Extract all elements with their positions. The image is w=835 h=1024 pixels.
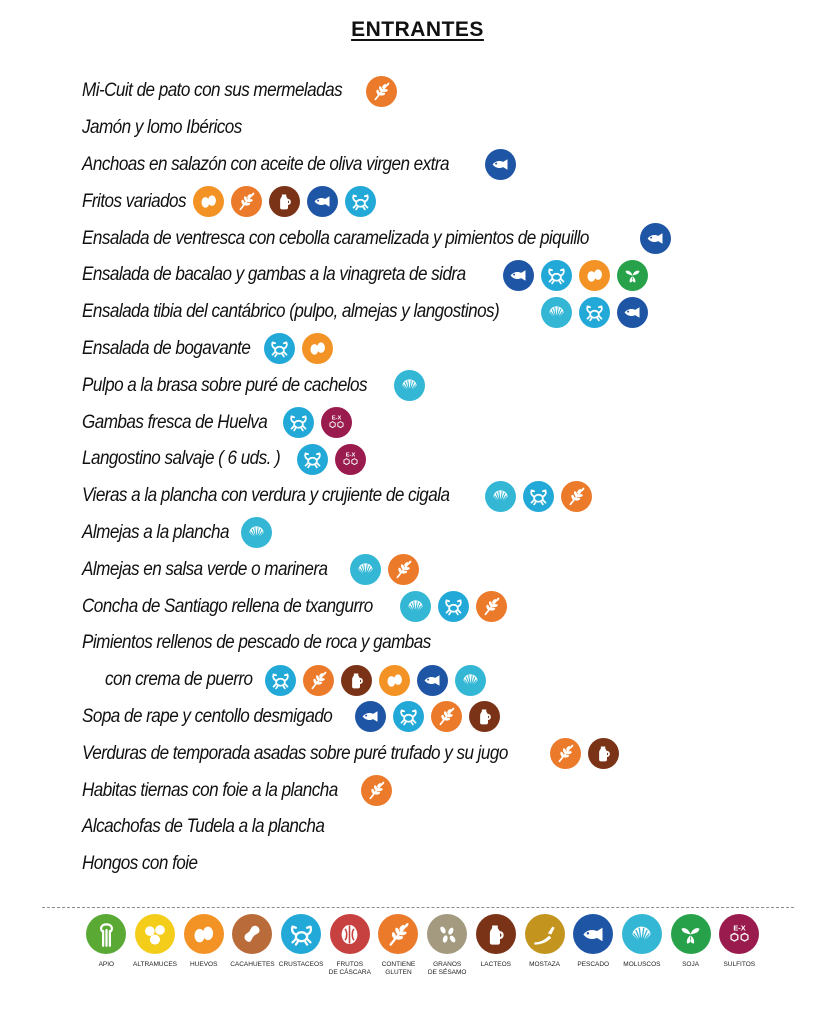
allergen-icons — [283, 407, 359, 438]
menu-item — [82, 110, 822, 147]
divider — [42, 907, 794, 908]
dish-name: Habitas tiernas con foie a la plancha — [82, 779, 338, 801]
allergen-icons — [297, 444, 373, 475]
menu-item — [82, 147, 822, 184]
allergen-icons — [264, 333, 340, 364]
dish-name: Ensalada tibia del cantábrico (pulpo, almejas y langostinos) — [82, 301, 500, 323]
legend-label: CRUSTACEOS — [278, 961, 324, 968]
menu-item — [82, 404, 822, 441]
legend-item-altramuces — [131, 914, 180, 976]
gluten-icon — [431, 701, 462, 732]
soja-icon — [671, 914, 711, 954]
dish-name: Verduras de temporada asadas sobre puré trufado y su jugo — [82, 742, 508, 764]
legend-label: SOJA — [682, 961, 700, 968]
pescado-icon — [355, 701, 386, 732]
dish-name: Pimientos rellenos de pescado de roca y gambas — [82, 632, 431, 654]
menu-item — [82, 73, 822, 110]
dish-name: Jamón y lomo Ibéricos — [82, 117, 242, 139]
dish-name: Gambas fresca de Huelva — [82, 411, 268, 433]
legend-label: GRANOS DE SÉSAMO — [427, 961, 467, 976]
crustaceos-icon — [345, 186, 376, 217]
menu-item — [82, 220, 822, 257]
dish-name: Hongos con foie — [82, 853, 198, 875]
legend-item-mostaza — [520, 914, 569, 976]
allergen-icons — [366, 76, 404, 107]
legend-label: SULFITOS — [723, 961, 756, 968]
altramuces-icon — [135, 914, 175, 954]
gluten-icon — [561, 481, 592, 512]
pescado-icon — [640, 223, 671, 254]
legend-item-apio — [82, 914, 131, 976]
sulfitos-icon — [335, 444, 366, 475]
legend-item-crustaceos — [277, 914, 326, 976]
legend-item-cacahuetes — [228, 914, 277, 976]
legend-label: CONTIENE GLUTEN — [381, 961, 416, 976]
gluten-icon — [303, 665, 334, 696]
crustaceos-icon — [523, 481, 554, 512]
menu-item — [82, 588, 822, 625]
allergen-legend — [82, 914, 764, 976]
legend-item-sulfitos — [715, 914, 764, 976]
legend-label: FRUTOS DE CÁSCARA — [328, 961, 371, 976]
pescado-icon — [573, 914, 613, 954]
dish-name: Almejas a la plancha — [82, 521, 229, 543]
moluscos-icon — [622, 914, 662, 954]
lacteos-icon — [341, 665, 372, 696]
allergen-icons — [361, 775, 399, 806]
huevos-icon — [379, 665, 410, 696]
huevos-icon — [302, 333, 333, 364]
menu-list — [82, 73, 822, 883]
pescado-icon — [417, 665, 448, 696]
menu-item — [82, 257, 822, 294]
allergen-icons — [541, 297, 655, 328]
allergen-icons — [640, 223, 678, 254]
dish-name: Anchoas en salazón con aceite de oliva virgen extra — [82, 153, 449, 175]
dish-name: Vieras a la plancha con verdura y crujiente de cigala — [82, 485, 450, 507]
allergen-icons — [550, 738, 626, 769]
allergen-icons — [400, 591, 514, 622]
menu-item — [82, 367, 822, 404]
sulfitos-icon — [719, 914, 759, 954]
allergen-icons — [485, 149, 523, 180]
svg-text:E-X: E-X — [346, 452, 356, 459]
crustaceos-icon — [393, 701, 424, 732]
dish-name: Fritos variados — [82, 190, 187, 212]
moluscos-icon — [485, 481, 516, 512]
legend-label: HUEVOS — [189, 961, 218, 968]
pescado-icon — [307, 186, 338, 217]
svg-text:E-X: E-X — [331, 415, 342, 422]
menu-item — [82, 735, 822, 772]
sulfitos-icon — [321, 407, 352, 438]
lacteos-icon — [269, 186, 300, 217]
allergen-icons — [355, 701, 507, 732]
legend-label: MOSTAZA — [529, 961, 560, 968]
moluscos-icon — [394, 370, 425, 401]
allergen-icons — [485, 481, 599, 512]
menu-item — [82, 846, 822, 883]
gluten-icon — [231, 186, 262, 217]
menu-item — [82, 183, 822, 220]
legend-item-pescado — [569, 914, 618, 976]
gluten-icon — [388, 554, 419, 585]
crustaceos-icon — [438, 591, 469, 622]
allergen-icons — [241, 517, 279, 548]
menu-item — [82, 809, 822, 846]
crustaceos-icon — [541, 260, 572, 291]
crustaceos-icon — [297, 444, 328, 475]
legend-item-gluten — [374, 914, 423, 976]
sesamo-icon — [427, 914, 467, 954]
frutos-icon — [330, 914, 370, 954]
allergen-icons — [265, 665, 493, 696]
menu-item — [82, 331, 822, 368]
huevos-icon — [579, 260, 610, 291]
lacteos-icon — [476, 914, 516, 954]
moluscos-icon — [400, 591, 431, 622]
menu-item — [82, 478, 822, 515]
menu-item — [82, 441, 822, 478]
moluscos-icon — [241, 517, 272, 548]
svg-text:E-X: E-X — [733, 923, 746, 933]
gluten-icon — [550, 738, 581, 769]
apio-icon — [86, 914, 126, 954]
menu-item — [82, 699, 822, 736]
legend-item-moluscos — [618, 914, 667, 976]
legend-item-lacteos — [472, 914, 521, 976]
crustaceos-icon — [265, 665, 296, 696]
allergen-icons — [503, 260, 655, 291]
legend-item-sesamo — [423, 914, 472, 976]
menu-item — [82, 294, 822, 331]
gluten-icon — [361, 775, 392, 806]
legend-item-frutos — [325, 914, 374, 976]
dish-name: Almejas en salsa verde o marinera — [82, 558, 328, 580]
pescado-icon — [485, 149, 516, 180]
menu-item — [82, 772, 822, 809]
cacahuetes-icon — [232, 914, 272, 954]
soja-icon — [617, 260, 648, 291]
mostaza-icon — [525, 914, 565, 954]
menu-item — [82, 515, 822, 552]
dish-name: Pulpo a la brasa sobre puré de cachelos — [82, 374, 368, 396]
legend-label: PESCADO — [577, 961, 610, 968]
menu-item — [82, 551, 822, 588]
moluscos-icon — [350, 554, 381, 585]
pescado-icon — [503, 260, 534, 291]
dish-name: Sopa de rape y centollo desmigado — [82, 705, 333, 727]
moluscos-icon — [541, 297, 572, 328]
legend-label: MOLUSCOS — [623, 961, 661, 968]
huevos-icon — [184, 914, 224, 954]
dish-name: Ensalada de ventresca con cebolla caramelizada y pimientos de piquillo — [82, 227, 589, 249]
dish-name: Mi-Cuit de pato con sus mermeladas — [82, 80, 343, 102]
pescado-icon — [617, 297, 648, 328]
dish-name: con crema de puerro — [105, 669, 253, 691]
crustaceos-icon — [283, 407, 314, 438]
lacteos-icon — [469, 701, 500, 732]
crustaceos-icon — [281, 914, 321, 954]
allergen-icons — [193, 186, 383, 217]
page-title: ENTRANTES — [351, 18, 484, 41]
huevos-icon — [193, 186, 224, 217]
menu-item — [82, 662, 822, 699]
legend-item-soja — [666, 914, 715, 976]
dish-name: Concha de Santiago rellena de txangurro — [82, 595, 373, 617]
moluscos-icon — [455, 665, 486, 696]
dish-name: Langostino salvaje ( 6 uds. ) — [82, 448, 281, 470]
crustaceos-icon — [264, 333, 295, 364]
menu-item — [82, 625, 822, 662]
dish-name: Alcachofas de Tudela a la plancha — [82, 816, 325, 838]
legend-label: ALTRAMUCES — [133, 961, 177, 968]
dish-name: Ensalada de bogavante — [82, 337, 251, 359]
gluten-icon — [366, 76, 397, 107]
gluten-icon — [476, 591, 507, 622]
dish-name: Ensalada de bacalao y gambas a la vinagreta de sidra — [82, 264, 466, 286]
legend-label: CACAHUETES — [230, 961, 275, 968]
legend-label: APIO — [98, 961, 115, 968]
lacteos-icon — [588, 738, 619, 769]
allergen-icons — [350, 554, 426, 585]
crustaceos-icon — [579, 297, 610, 328]
legend-label: LACTEOS — [480, 961, 512, 968]
legend-item-huevos — [179, 914, 228, 976]
allergen-icons — [394, 370, 432, 401]
gluten-icon — [378, 914, 418, 954]
